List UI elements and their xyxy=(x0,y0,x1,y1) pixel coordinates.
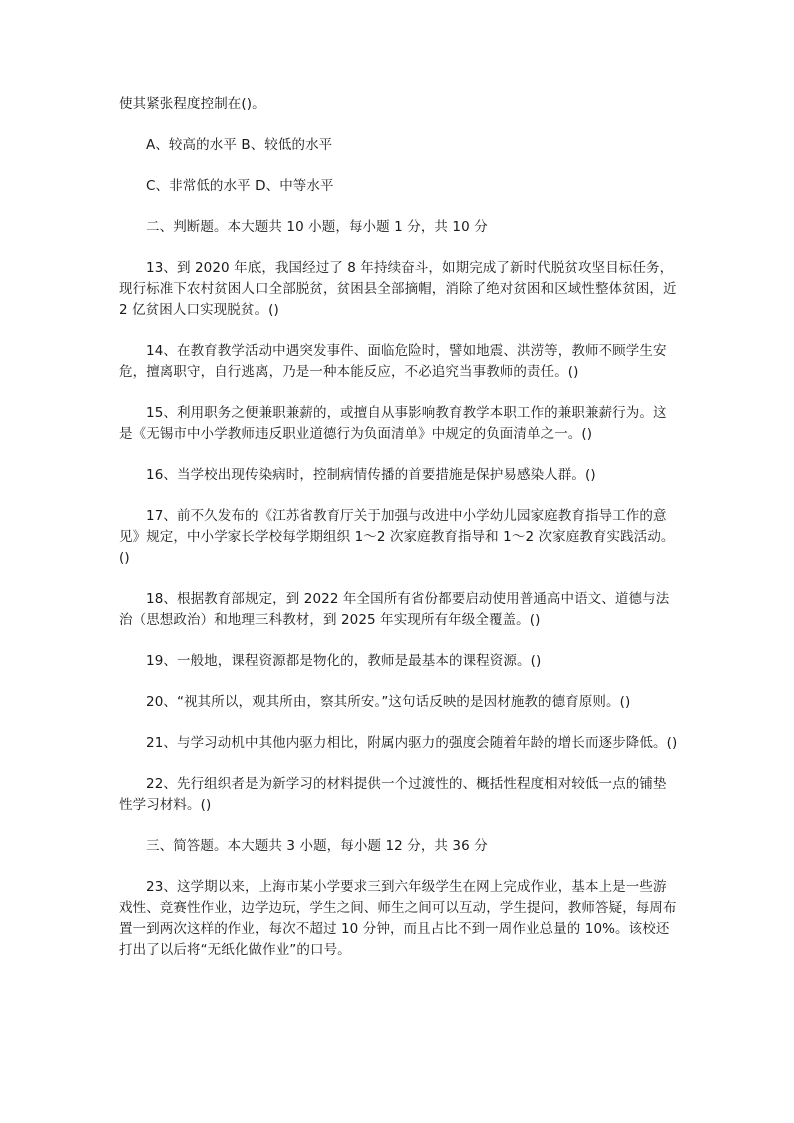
question-18: 18、根据教育部规定，到 2022 年全国所有省份都要启动使用普通高中语文、道德与法治（思想政治）和地理三科教材，到 2025 年实现所有年级全覆盖。() xyxy=(119,591,670,628)
answer-options-ab: A、较高的水平 B、较低的水平 xyxy=(146,137,333,153)
question-23: 23、这学期以来，上海市某小学要求三到六年级学生在网上完成作业，基本上是一些游戏性、竞赛性作业，边学边玩，学生之间、师生之间可以互动，学生提问，教师答疑，每周布置一到两次这样的作业，每次不超过 10 分钟，而且占比不到一周作业总量的 10%。该校还打出了以后将“无纸化做作业”的口号。 xyxy=(119,879,677,958)
document-body xyxy=(119,94,679,961)
question-16: 16、当学校出现传染病时，控制病情传播的首要措施是保护易感染人群。() xyxy=(146,467,596,483)
question-14: 14、在教育教学活动中遇突发事件、面临危险时，譬如地震、洪涝等，教师不顾学生安危，擅离职守，自行逃离，乃是一种本能反应，不必追究当事教师的责任。() xyxy=(119,343,667,380)
question-13: 13、到 2020 年底，我国经过了 8 年持续奋斗，如期完成了新时代脱贫攻坚目标任务，现行标准下农村贫困人口全部脱贫，贫困县全部摘帽，消除了绝对贫困和区域性整体贫困，近 2 亿贫困人口实现脱贫。() xyxy=(119,260,677,318)
question-20: 20、“视其所以，观其所由，察其所安。”这句话反映的是因材施教的德育原则。() xyxy=(146,694,631,710)
question-22: 22、先行组织者是为新学习的材料提供一个过渡性的、概括性程度相对较低一点的铺垫性学习材料。() xyxy=(119,776,667,813)
question-15: 15、利用职务之便兼职兼薪的，或擅自从事影响教育教学本职工作的兼职兼薪行为。这是《无锡市中小学教师违反职业道德行为负面清单》中规定的负面清单之一。() xyxy=(119,405,667,442)
question-continuation: 使其紧张程度控制在()。 xyxy=(119,96,266,112)
question-19: 19、一般地，课程资源都是物化的，教师是最基本的课程资源。() xyxy=(146,653,542,669)
question-17: 17、前不久发布的《江苏省教育厅关于加强与改进中小学幼儿园家庭教育指导工作的意见》规定，中小学家长学校每学期组织 1～2 次家庭教育指导和 1～2 次家庭教育实践活动。() xyxy=(119,508,675,566)
section-heading-true-false: 二、判断题。本大题共 10 小题，每小题 1 分，共 10 分 xyxy=(146,219,488,235)
answer-options-cd: C、非常低的水平 D、中等水平 xyxy=(146,178,334,194)
question-21: 21、与学习动机中其他内驱力相比，附属内驱力的强度会随着年龄的增长而逐步降低。() xyxy=(146,735,678,751)
section-heading-short-answer: 三、简答题。本大题共 3 小题，每小题 12 分，共 36 分 xyxy=(146,838,488,854)
